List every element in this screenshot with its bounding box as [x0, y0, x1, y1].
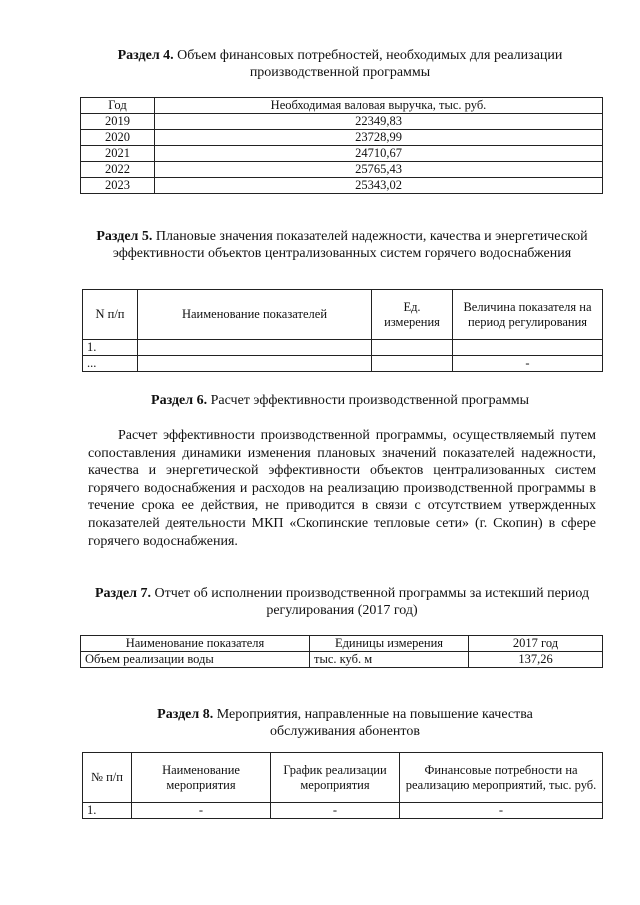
header-number: N п/п [83, 290, 138, 340]
section6-heading [70, 392, 610, 409]
header-schedule: График реализации мероприятия [271, 753, 400, 803]
table-row [83, 340, 603, 356]
section8-label: Раздел 8. [157, 707, 214, 722]
unit-cell: тыс. куб. м [310, 652, 469, 668]
section5-heading [82, 228, 602, 262]
table-header-row [81, 636, 603, 652]
year-cell: 2019 [81, 114, 155, 130]
section8-title: Мероприятия, направленные на повышение качества обслуживания абонентов [216, 707, 533, 739]
section4-title: Объем финансовых потребностей, необходимых для реализации производственной программы [177, 48, 563, 80]
value-cell: 23728,99 [155, 130, 603, 146]
value-cell: 24710,67 [155, 146, 603, 162]
section6-title: Расчет эффективности производственной программы [210, 393, 529, 408]
section5-title: Плановые значения показателей надежности, качества и энергетической эффективности объектов централизованных систем горячего водоснабжения [112, 229, 588, 261]
table-row [83, 356, 603, 372]
table-header-row [83, 290, 603, 340]
number-cell: 1. [83, 340, 138, 356]
table-header-row [83, 753, 603, 803]
activity-cell: - [132, 803, 271, 819]
header-period-value: Величина показателя на период регулирования [453, 290, 603, 340]
number-cell: ... [83, 356, 138, 372]
table-header-row [81, 98, 603, 114]
year-cell: 2022 [81, 162, 155, 178]
section4-heading [70, 47, 610, 81]
name-cell [138, 356, 372, 372]
header-revenue: Необходимая валовая выручка, тыс. руб. [155, 98, 603, 114]
section8-table [82, 752, 603, 819]
section5-table [82, 289, 603, 372]
name-cell [138, 340, 372, 356]
table-row [81, 652, 603, 668]
table-row [81, 178, 603, 194]
indicator-cell: Объем реализации воды [81, 652, 310, 668]
table-row [81, 146, 603, 162]
value-cell: 137,26 [469, 652, 603, 668]
table-row [81, 130, 603, 146]
value-cell: - [453, 356, 603, 372]
header-year: 2017 год [469, 636, 603, 652]
header-financial-needs: Финансовые потребности на реализацию мероприятий, тыс. руб. [400, 753, 603, 803]
section4-table [80, 97, 603, 194]
schedule-cell: - [271, 803, 400, 819]
number-cell: 1. [83, 803, 132, 819]
financial-cell: - [400, 803, 603, 819]
header-indicator: Наименование показателя [81, 636, 310, 652]
section6-label: Раздел 6. [151, 393, 208, 408]
year-cell: 2023 [81, 178, 155, 194]
header-number: № п/п [83, 753, 132, 803]
section6-text: Расчет эффективности производственной программы, осуществляемый путем сопоставления динамики изменения плановых значений показателей надежности, качества и энергетической эффективности объектов централизованных систем горячего водоснабжения и расходов на реализацию производственной программы в течение срока ее действия, не приводится в связи с отсутствием утвержденных показателей деятельности МКП «Скопинские тепловые сети» (г. Скопин) в сфере горячего водоснабжения. [88, 428, 596, 549]
year-cell: 2021 [81, 146, 155, 162]
section7-title: Отчет об исполнении производственной программы за истекший период регулирования (2017 год) [154, 586, 590, 618]
value-cell: 25765,43 [155, 162, 603, 178]
header-activity: Наименование мероприятия [132, 753, 271, 803]
section8-heading [120, 706, 570, 740]
section7-label: Раздел 7. [94, 586, 152, 601]
table-row [81, 162, 603, 178]
table-row [83, 803, 603, 819]
year-cell: 2020 [81, 130, 155, 146]
header-year: Год [81, 98, 155, 114]
section7-heading [88, 585, 596, 619]
value-cell: 25343,02 [155, 178, 603, 194]
section4-label: Раздел 4. [117, 48, 174, 63]
header-indicator-name: Наименование показателей [138, 290, 372, 340]
table-row [81, 114, 603, 130]
header-unit: Ед. измерения [372, 290, 453, 340]
unit-cell [372, 356, 453, 372]
value-cell: 22349,83 [155, 114, 603, 130]
section7-table [80, 635, 603, 668]
unit-cell [372, 340, 453, 356]
header-unit: Единицы измерения [310, 636, 469, 652]
section6-paragraph [88, 427, 596, 550]
section5-label: Раздел 5. [96, 229, 153, 244]
value-cell [453, 340, 603, 356]
